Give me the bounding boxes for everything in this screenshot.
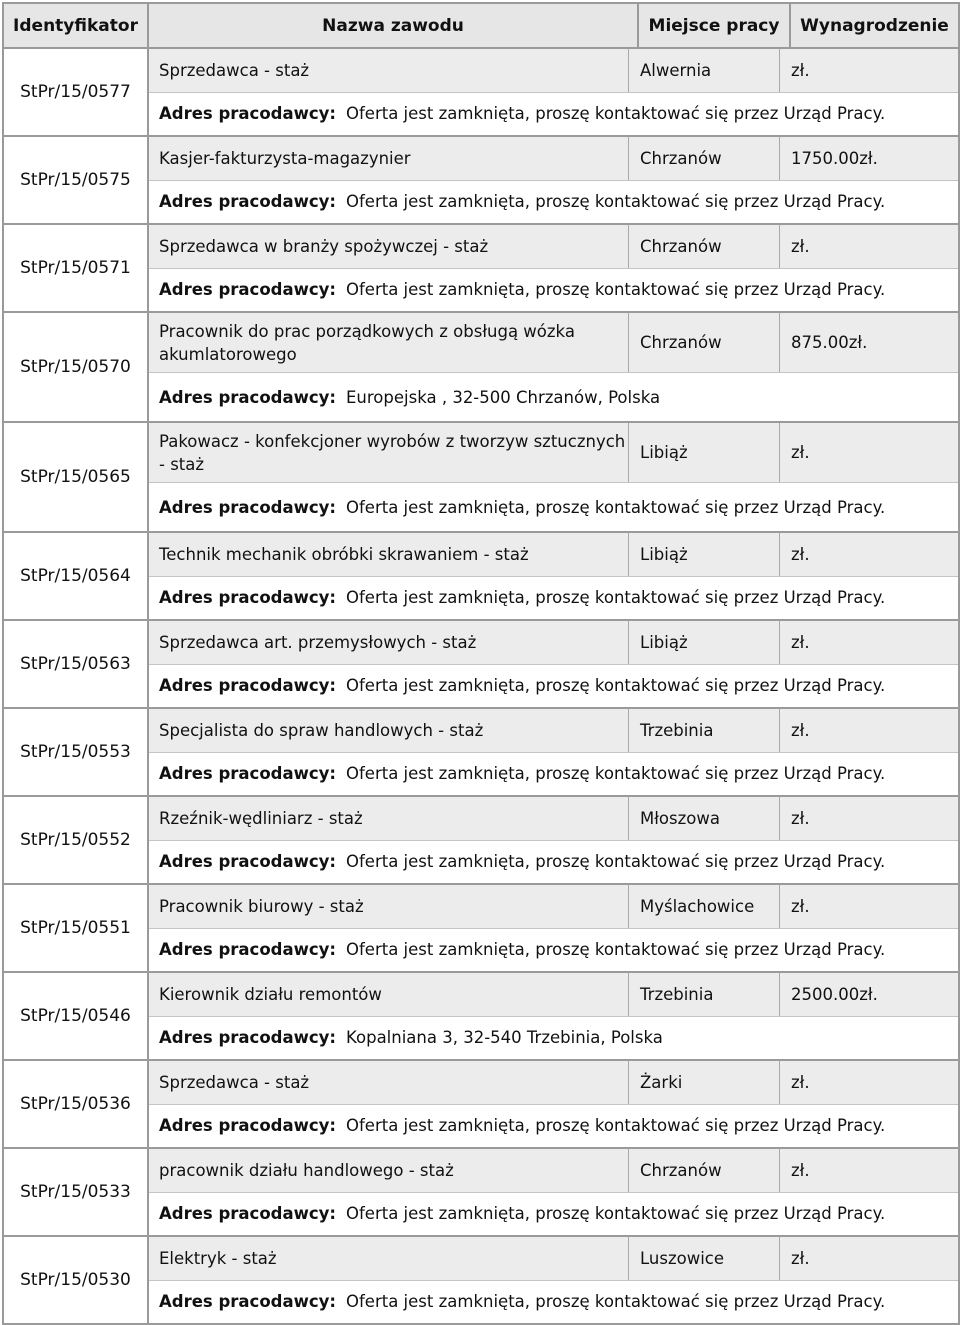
offer-id: StPr/15/0552 [3, 796, 148, 884]
offer-details [148, 1148, 959, 1236]
offer-id: StPr/15/0570 [3, 312, 148, 422]
employer-address: Oferta jest zamknięta, proszę kontaktować się przez Urząd Pracy. [346, 280, 886, 300]
employer-address-label: Adres pracodawcy: [159, 387, 336, 407]
offer-id: StPr/15/0571 [3, 224, 148, 312]
job-salary: zł. [791, 720, 810, 740]
job-salary: 2500.00zł. [791, 984, 878, 1004]
offer-id: StPr/15/0575 [3, 136, 148, 224]
employer-address: Europejska , 32-500 Chrzanów, Polska [346, 387, 661, 407]
employer-address-label: Adres pracodawcy: [159, 676, 336, 696]
offer-details [148, 1236, 959, 1324]
employer-address: Oferta jest zamknięta, proszę kontaktować się przez Urząd Pracy. [346, 104, 886, 124]
job-title: Kasjer-fakturzysta-magazynier [159, 148, 411, 168]
offer-details [148, 972, 959, 1060]
job-title: Sprzedawca - staż [159, 60, 310, 80]
table-row[interactable] [3, 884, 959, 972]
job-title: Sprzedawca art. przemysłowych - staż [159, 632, 477, 652]
employer-address-label: Adres pracodawcy: [159, 104, 336, 124]
job-title: Rzeźnik-wędliniarz - staż [159, 808, 363, 828]
employer-address-label: Adres pracodawcy: [159, 280, 336, 300]
employer-address: Oferta jest zamknięta, proszę kontaktować się przez Urząd Pracy. [346, 588, 886, 608]
table-row[interactable] [3, 620, 959, 708]
offer-id: StPr/15/0533 [3, 1148, 148, 1236]
employer-address-label: Adres pracodawcy: [159, 940, 336, 960]
job-title: Technik mechanik obróbki skrawaniem - staż [159, 544, 529, 564]
employer-address-label: Adres pracodawcy: [159, 192, 336, 212]
table-row[interactable] [3, 422, 959, 532]
employer-address: Oferta jest zamknięta, proszę kontaktować się przez Urząd Pracy. [346, 1204, 886, 1224]
job-salary: zł. [791, 443, 810, 463]
offer-details [148, 422, 959, 532]
job-offers-table [2, 2, 960, 1325]
employer-address-label: Adres pracodawcy: [159, 1028, 336, 1048]
table-row[interactable] [3, 1060, 959, 1148]
table-row[interactable] [3, 136, 959, 224]
employer-address-label: Adres pracodawcy: [159, 1204, 336, 1224]
job-title: pracownik działu handlowego - staż [159, 1160, 454, 1180]
offer-details [148, 620, 959, 708]
table-row[interactable] [3, 972, 959, 1060]
offer-id: StPr/15/0536 [3, 1060, 148, 1148]
offer-id: StPr/15/0565 [3, 422, 148, 532]
table-row[interactable] [3, 1148, 959, 1236]
job-title: Pracownik biurowy - staż [159, 896, 364, 916]
header-place: Miejsce pracy [638, 3, 790, 48]
table-row[interactable] [3, 532, 959, 620]
employer-address-label: Adres pracodawcy: [159, 588, 336, 608]
job-salary: zł. [791, 544, 810, 564]
table-row[interactable] [3, 224, 959, 312]
job-location: Młoszowa [628, 797, 780, 840]
job-location: Libiąż [628, 423, 780, 482]
job-salary: zł. [791, 632, 810, 652]
table-row[interactable] [3, 1236, 959, 1324]
job-location: Libiąż [628, 621, 780, 664]
job-location: Chrzanów [628, 1149, 780, 1192]
job-title: Pracownik do prac porządkowych z obsługą wózka akumlatorowego [159, 321, 575, 364]
job-location: Luszowice [628, 1237, 780, 1280]
job-salary: zł. [791, 896, 810, 916]
job-title: Kierownik działu remontów [159, 984, 382, 1004]
job-location: Trzebinia [628, 709, 780, 752]
header-salary: Wynagrodzenie [790, 3, 959, 48]
job-location: Alwernia [628, 49, 780, 92]
offer-id: StPr/15/0546 [3, 972, 148, 1060]
job-salary: zł. [791, 60, 810, 80]
job-title: Sprzedawca - staż [159, 1072, 310, 1092]
offer-id: StPr/15/0530 [3, 1236, 148, 1324]
offer-details [148, 708, 959, 796]
table-body [3, 48, 959, 1324]
employer-address: Oferta jest zamknięta, proszę kontaktować się przez Urząd Pracy. [346, 1292, 886, 1312]
offer-id: StPr/15/0564 [3, 532, 148, 620]
job-location: Chrzanów [628, 225, 780, 268]
header-id: Identyfikator [3, 3, 148, 48]
job-location: Myślachowice [628, 885, 780, 928]
offer-details [148, 1060, 959, 1148]
offer-details [148, 884, 959, 972]
job-salary: zł. [791, 1160, 810, 1180]
job-title: Specjalista do spraw handlowych - staż [159, 720, 484, 740]
job-title: Elektryk - staż [159, 1248, 277, 1268]
offer-details [148, 532, 959, 620]
job-location: Trzebinia [628, 973, 780, 1016]
job-location: Żarki [628, 1061, 780, 1104]
offer-details [148, 796, 959, 884]
job-salary: 875.00zł. [791, 333, 868, 353]
offer-id: StPr/15/0563 [3, 620, 148, 708]
job-salary: 1750.00zł. [791, 148, 878, 168]
offer-id: StPr/15/0577 [3, 48, 148, 136]
job-salary: zł. [791, 236, 810, 256]
employer-address: Oferta jest zamknięta, proszę kontaktować się przez Urząd Pracy. [346, 497, 886, 517]
employer-address-label: Adres pracodawcy: [159, 497, 336, 517]
job-location: Chrzanów [628, 313, 780, 372]
employer-address: Oferta jest zamknięta, proszę kontaktować się przez Urząd Pracy. [346, 676, 886, 696]
table-header-row [3, 3, 959, 48]
employer-address: Oferta jest zamknięta, proszę kontaktować się przez Urząd Pracy. [346, 940, 886, 960]
employer-address-label: Adres pracodawcy: [159, 764, 336, 784]
offer-id: StPr/15/0553 [3, 708, 148, 796]
offer-id: StPr/15/0551 [3, 884, 148, 972]
offer-details [148, 136, 959, 224]
employer-address: Oferta jest zamknięta, proszę kontaktować się przez Urząd Pracy. [346, 192, 886, 212]
employer-address: Kopalniana 3, 32-540 Trzebinia, Polska [346, 1028, 663, 1048]
job-title: Sprzedawca w branży spożywczej - staż [159, 236, 489, 256]
job-salary: zł. [791, 808, 810, 828]
employer-address-label: Adres pracodawcy: [159, 1116, 336, 1136]
offer-details [148, 224, 959, 312]
header-name: Nazwa zawodu [148, 3, 638, 48]
job-salary: zł. [791, 1248, 810, 1268]
employer-address-label: Adres pracodawcy: [159, 1292, 336, 1312]
table-row[interactable] [3, 708, 959, 796]
offer-details [148, 312, 959, 422]
table-row[interactable] [3, 312, 959, 422]
employer-address-label: Adres pracodawcy: [159, 852, 336, 872]
job-title: Pakowacz - konfekcjoner wyrobów z tworzyw sztucznych - staż [159, 431, 626, 474]
employer-address: Oferta jest zamknięta, proszę kontaktować się przez Urząd Pracy. [346, 1116, 886, 1136]
job-salary: zł. [791, 1072, 810, 1092]
table-row[interactable] [3, 48, 959, 136]
job-location: Chrzanów [628, 137, 780, 180]
offer-details [148, 48, 959, 136]
table-row[interactable] [3, 796, 959, 884]
employer-address: Oferta jest zamknięta, proszę kontaktować się przez Urząd Pracy. [346, 764, 886, 784]
job-location: Libiąż [628, 533, 780, 576]
employer-address: Oferta jest zamknięta, proszę kontaktować się przez Urząd Pracy. [346, 852, 886, 872]
